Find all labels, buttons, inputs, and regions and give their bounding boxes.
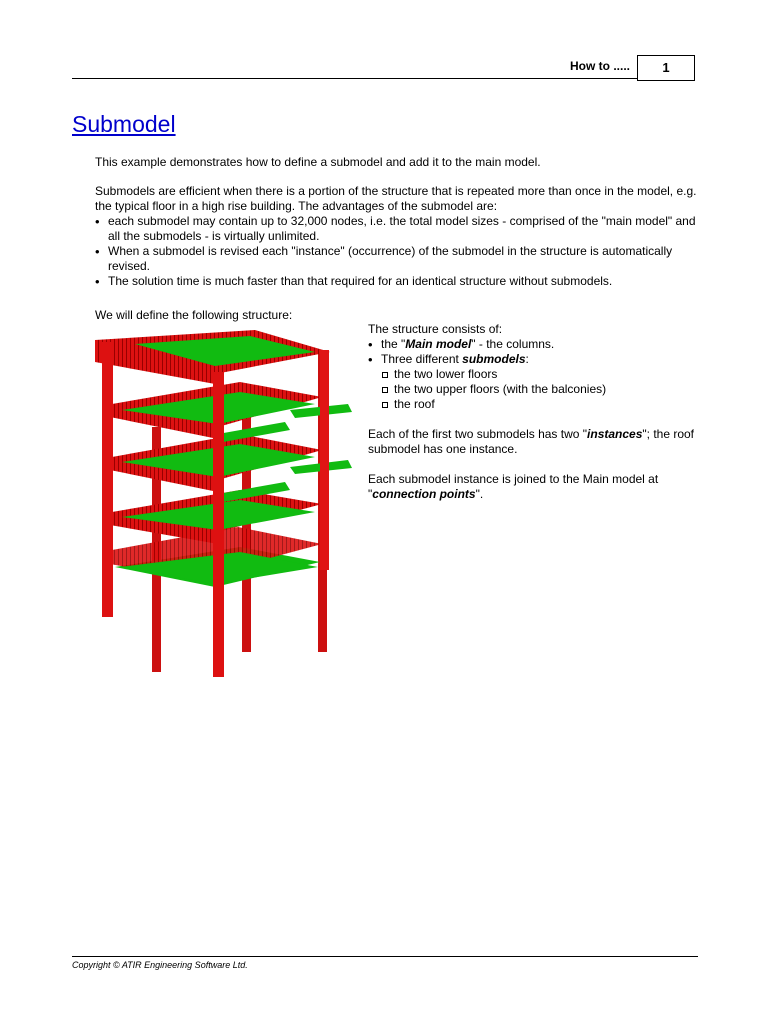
footer-line — [72, 956, 698, 957]
intro-paragraph: This example demonstrates how to define a submodel and add it to the main model. — [95, 155, 541, 169]
advantage-item: • When a submodel is revised each "instance" (occurrence) of the submodel in the structure is automatically revised. — [95, 244, 700, 274]
column-front-right — [320, 350, 329, 570]
building-structure-illustration — [90, 322, 360, 684]
advantage-item: • The solution time is much faster than that required for an identical structure without submodels. — [95, 274, 700, 289]
advantages-list — [95, 214, 700, 289]
header-section: How to ..... — [570, 59, 630, 73]
submodel-description: Submodels are efficient when there is a portion of the structure that is repeated more than once in the model, e.g. the typical floor in a high rise building. The advantages of the submodel are: — [95, 184, 697, 213]
submodels-item: • Three different submodels: the two lower floors the two upper floors (with the balconies) the roof — [368, 352, 698, 412]
advantage-item: • each submodel may contain up to 32,000 nodes, i.e. the total model sizes - comprised of the "main model" and all the submodels - is virtually unlimited. — [95, 214, 700, 244]
connection-paragraph: Each submodel instance is joined to the Main model at "connection points". — [368, 472, 659, 501]
footer-copyright: Copyright © ATIR Engineering Software Ltd. — [72, 960, 248, 970]
roof — [95, 330, 330, 384]
submodel-subitem: the roof — [381, 397, 698, 412]
submodel-sublist — [381, 367, 698, 412]
define-structure-text: We will define the following structure: — [95, 308, 293, 322]
structure-intro: The structure consists of: — [368, 322, 503, 336]
structure-description — [368, 322, 698, 502]
page-number-box: 1 — [637, 55, 695, 81]
page-title[interactable]: Submodel — [72, 111, 176, 137]
column-front-mid — [213, 372, 224, 677]
column-front-left — [102, 342, 113, 617]
submodel-subitem: the two upper floors (with the balconies) — [381, 382, 698, 397]
header-line — [72, 78, 638, 79]
instances-paragraph: Each of the first two submodels has two "instances"; the roof submodel has one instance. — [368, 427, 695, 456]
structure-figure — [90, 322, 360, 684]
submodel-subitem: the two lower floors — [381, 367, 698, 382]
structure-list — [368, 337, 698, 412]
column-front-right-lower — [318, 570, 327, 650]
main-model-item: • the "Main model" - the columns. — [368, 337, 698, 352]
